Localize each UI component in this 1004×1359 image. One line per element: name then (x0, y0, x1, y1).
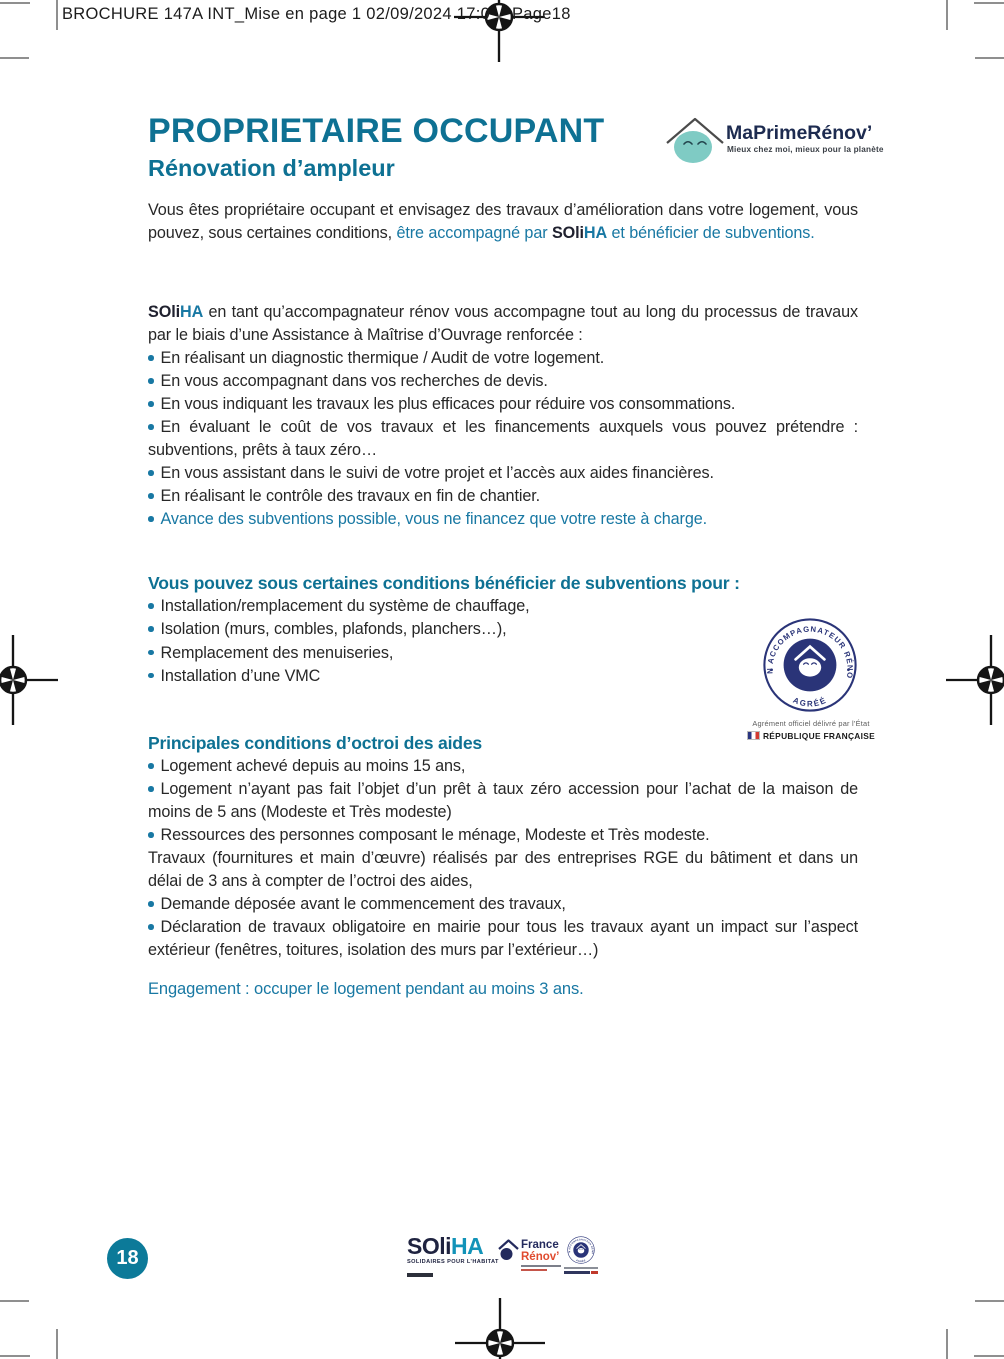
france-renov-wordmark-bottom: Rénov’ (521, 1251, 560, 1263)
bullet-item (148, 462, 858, 485)
bullet-text: En vous assistant dans le suivi de votre projet et l’accès aux aides financières. (160, 464, 714, 482)
bullet-icon (148, 924, 154, 930)
bullet-text: Remplacement des menuiseries, (160, 643, 394, 662)
bullet-text: En réalisant un diagnostic thermique / Audit de votre logement. (160, 349, 605, 367)
bullet-item (148, 485, 858, 508)
bullet-text: Isolation (murs, combles, plafonds, planchers…), (160, 620, 507, 639)
intro-paragraph (148, 199, 858, 245)
bullet-icon (148, 763, 154, 769)
crop-mark (56, 1329, 58, 1359)
bullet-text: Logement achevé depuis au moins 15 ans, (160, 757, 466, 775)
section-heading: Vous pouvez sous certaines conditions bénéficier de subventions pour : (148, 573, 740, 593)
bullet-item (148, 642, 858, 665)
crop-mark (974, 2, 1004, 4)
bullet-icon (148, 626, 154, 632)
paragraph-item (148, 847, 858, 893)
bullet-item (148, 665, 858, 688)
bullet-icon (148, 673, 154, 679)
registration-mark-icon (455, 1298, 545, 1359)
page-subtitle: Rénovation d’ampleur (148, 155, 395, 181)
crop-mark (975, 57, 1004, 59)
crop-mark (0, 57, 29, 59)
bullet-icon (148, 786, 154, 792)
crop-mark (946, 0, 948, 30)
seal-smallprint (591, 1271, 598, 1274)
bullet-item (148, 393, 858, 416)
intro-text (148, 199, 858, 245)
bullet-icon (148, 901, 154, 907)
maprimerenov-tagline: Mieux chez moi, mieux pour la planète (727, 145, 884, 154)
print-slug-left: BROCHURE 147A INT_Mise en page 1 02/09/2024 17:0 (62, 5, 491, 23)
bullet-icon (148, 470, 154, 476)
maprimerenov-house-icon (662, 112, 728, 164)
conditions-section (148, 731, 858, 962)
bullet-text: Installation d’une VMC (160, 666, 321, 685)
section-heading: Principales conditions d’octroi des aides (148, 733, 482, 753)
registration-mark-icon (0, 635, 58, 725)
accompagnateur-renov-seal (762, 617, 858, 713)
bullet-text: En réalisant le contrôle des travaux en fin de chantier. (160, 487, 541, 505)
france-renov-logo (497, 1238, 567, 1278)
bullet-item (148, 370, 858, 393)
bullet-icon (148, 516, 154, 522)
process-lead (148, 301, 858, 347)
soliha-tagline: SOLIDAIRES POUR L’HABITAT (407, 1259, 499, 1265)
bullet-item (148, 595, 858, 618)
france-renov-smallprint (521, 1269, 547, 1271)
seal-caption: Agrément officiel délivré par l’État (752, 719, 870, 728)
france-renov-smallprint (521, 1265, 561, 1267)
bullet-text: Déclaration de travaux obligatoire en mairie pour tous les travaux ayant un impact sur l’aspect extérieur (fenêtres, toitures, isolation des murs par l’extérieur…) (148, 918, 858, 959)
bullet-icon (148, 650, 154, 656)
bullet-icon (148, 378, 154, 384)
soliha-wordmark-teal: HA (583, 223, 608, 242)
soliha-wordmark (407, 1234, 487, 1258)
bullet-text: Avance des subventions possible, vous ne financez que votre reste à charge. (160, 510, 708, 528)
bullet-text: En vous accompagnant dans vos recherches de devis. (160, 372, 548, 390)
bullet-text: Installation/remplacement du système de chauffage, (160, 597, 530, 615)
bullet-item (148, 618, 858, 641)
crop-mark (0, 2, 30, 4)
bullet-icon (148, 603, 154, 609)
bullet-item (148, 916, 858, 962)
intro-segment: Vous êtes propriétaire occupant et envisagez des travaux d’amélioration dans votre logement, vous pouvez, sous certaines conditions, (148, 201, 858, 242)
crop-mark (974, 1355, 1004, 1357)
crop-mark (0, 1355, 30, 1357)
soliha-wordmark-teal: HA (179, 303, 204, 321)
soliha-wordmark-teal: HA (451, 1233, 484, 1259)
process-lead-text: en tant qu’accompagnateur rénov vous accompagne tout au long du processus de travaux par le biais d’une Assistance à Maîtrise d’Ouvrage renforcée : (148, 303, 858, 344)
bullet-icon (148, 401, 154, 407)
print-slug-right: Page18 (512, 5, 571, 23)
republique-text: RÉPUBLIQUE FRANÇAISE (762, 731, 876, 741)
seal-smallprint (564, 1267, 598, 1269)
intro-segment-blue: être accompagné par (396, 223, 552, 242)
crop-mark (975, 1300, 1004, 1302)
bullet-item (148, 755, 858, 778)
soliha-wordmark-dark: SOli (148, 303, 180, 321)
france-renov-house-icon (497, 1238, 520, 1262)
bullet-icon (148, 424, 154, 430)
crop-mark (56, 0, 58, 30)
maprimerenov-logo (662, 112, 884, 168)
maprimerenov-wordmark: MaPrimeRénov’ (726, 122, 873, 144)
intro-segment-blue: et bénéficier de subventions. (607, 223, 815, 242)
soliha-wordmark-dark: SOli (551, 223, 584, 242)
bullet-item (148, 416, 858, 462)
crop-mark (0, 1300, 29, 1302)
bullet-text: Logement n’ayant pas fait l’objet d’un prêt à taux zéro accession pour l’achat de la maison de moins de 5 ans (Modeste et Très modeste) (148, 780, 858, 821)
paragraph-text: Travaux (fournitures et main d’œuvre) réalisés par des entreprises RGE du bâtiment et dans un délai de 3 ans à compter de l’octroi des aides, (148, 849, 858, 890)
subventions-section (148, 571, 858, 688)
seal-smallprint (564, 1271, 590, 1274)
page-number-badge: 18 (107, 1238, 148, 1279)
engagement-note: Engagement : occuper le logement pendant au moins 3 ans. (148, 980, 584, 998)
crop-mark (946, 1329, 948, 1359)
bullet-item (148, 893, 858, 916)
bullet-item (148, 347, 858, 370)
bullet-item-highlight (148, 508, 858, 531)
france-renov-wordmark-top: France (521, 1239, 559, 1251)
bullet-icon (148, 355, 154, 361)
page-title: PROPRIETAIRE OCCUPANT (148, 112, 605, 150)
registration-mark-icon (946, 635, 1004, 725)
bullet-text: En vous indiquant les travaux les plus efficaces pour réduire vos consommations. (160, 395, 736, 413)
bullet-icon (148, 832, 154, 838)
bullet-text: Ressources des personnes composant le ménage, Modeste et Très modeste. (160, 826, 710, 844)
bullet-icon (148, 493, 154, 499)
soliha-wordmark-dark: SOli (407, 1233, 452, 1259)
bullet-text: Demande déposée avant le commencement des travaux, (160, 895, 566, 913)
bullet-text: En évaluant le coût de vos travaux et les financements auxquels vous pouvez prétendre : subventions, prêts à taux zéro… (148, 418, 858, 459)
process-section (148, 301, 858, 531)
accompagnateur-renov-seal-small (567, 1236, 595, 1264)
bullet-item (148, 778, 858, 824)
soliha-region-mark (407, 1273, 433, 1277)
soliha-logo (407, 1233, 499, 1277)
bullet-item (148, 824, 858, 847)
